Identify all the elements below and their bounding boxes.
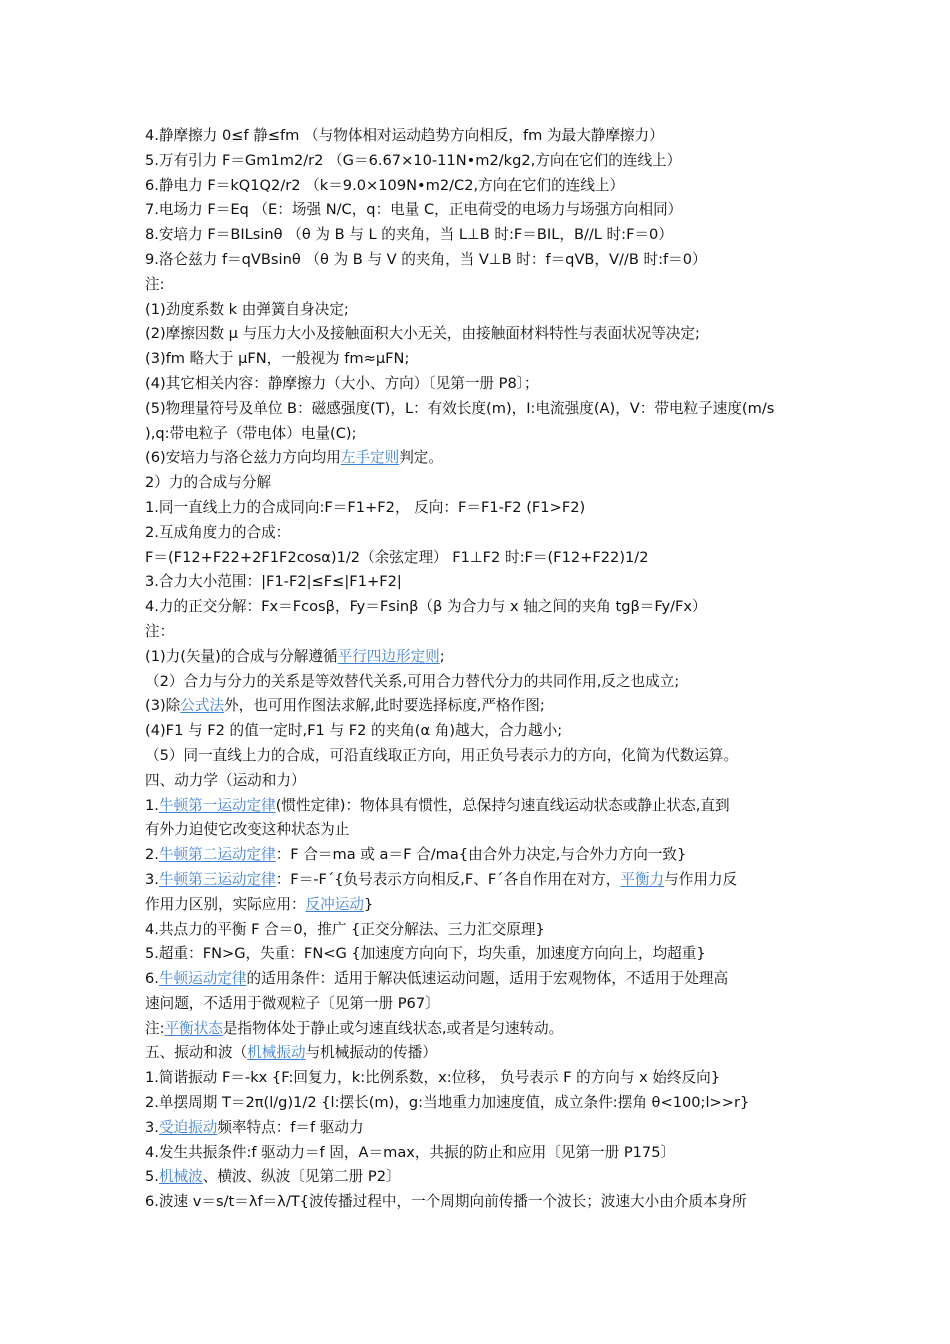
hyperlink[interactable]: 机械波	[158, 1168, 203, 1186]
text-line	[145, 719, 813, 744]
text-segment: 五、振动和波（	[145, 1044, 248, 1062]
hyperlink[interactable]: 牛顿第一运动定律	[158, 796, 276, 814]
hyperlink[interactable]: 公式法	[180, 697, 225, 715]
text-segment: 的适用条件：适用于解决低速运动问题，适用于宏观物体，不适用于处理高	[246, 970, 729, 988]
text-line	[145, 570, 813, 595]
document-body	[145, 124, 813, 1215]
hyperlink[interactable]: 反冲运动	[305, 895, 364, 913]
text-segment: (4)F1 与 F2 的值一定时,F1 与 F2 的夹角(α 角)越大，合力越小;	[145, 722, 563, 740]
text-segment: 2.单摆周期 T＝2π(l/g)1/2 {l:摆长(m)，g:当地重力加速度值，成立条件:摆角 θ<100;l>>r}	[145, 1094, 750, 1112]
text-line	[145, 471, 813, 496]
text-segment: 、横波、纵波〔见第二册 P2〕	[202, 1168, 401, 1186]
hyperlink[interactable]: 平衡力	[620, 870, 665, 888]
text-line	[145, 496, 813, 521]
text-line	[145, 397, 813, 422]
text-segment: 四、动力学（运动和力）	[145, 771, 306, 789]
text-segment: 2.互成角度力的合成：	[145, 523, 291, 541]
text-segment: 注：	[145, 622, 175, 640]
text-line	[145, 595, 813, 620]
text-segment: (5)物理量符号及单位 B：磁感强度(T)，L：有效长度(m)，I:电流强度(A)，V：带电粒子速度(m/s	[145, 399, 775, 417]
text-line	[145, 868, 813, 893]
text-segment: 1.	[145, 796, 159, 814]
text-line	[145, 694, 813, 719]
hyperlink[interactable]: 平行四边形定则	[337, 647, 440, 665]
text-segment: ：F＝-F´{负号表示方向相反,F、F´各自作用在对方，	[275, 870, 621, 888]
text-segment: 6.波速 v＝s/t＝λf＝λ/T{波传播过程中，一个周期向前传播一个波长；波速大小由介质本身所	[145, 1193, 747, 1211]
text-segment: (6)安培力与洛仑兹力方向均用	[145, 449, 341, 467]
text-segment: ),q:带电粒子（带电体）电量(C);	[145, 424, 357, 442]
text-line	[145, 521, 813, 546]
text-segment: 速问题，不适用于微观粒子〔见第一册 P67〕	[145, 994, 440, 1012]
text-segment: 判定。	[399, 449, 443, 467]
text-segment: 9.洛仑兹力 f＝qVBsinθ （θ 为 B 与 V 的夹角，当 V⊥B 时：f＝qVB，V//B 时:f＝0）	[145, 250, 707, 268]
hyperlink[interactable]: 牛顿第二运动定律	[158, 846, 276, 864]
text-line	[145, 893, 813, 918]
text-line	[145, 273, 813, 298]
text-segment: 8.安培力 F＝BILsinθ （θ 为 B 与 L 的夹角，当 L⊥B 时:F＝BIL，B//L 时:F＝0）	[145, 226, 673, 244]
text-segment: 4.发生共振条件:f 驱动力＝f 固，A＝max，共振的防止和应用〔见第一册 P175〕	[145, 1143, 676, 1161]
text-segment: 1.简谐振动 F＝-kx {F:回复力，k:比例系数，x:位移， 负号表示 F 的方向与 x 始终反向}	[145, 1069, 721, 1087]
text-segment: (惯性定律)：物体具有惯性，总保持匀速直线运动状态或静止状态,直到	[275, 796, 730, 814]
text-line	[145, 546, 813, 571]
text-segment: 注:	[145, 1019, 165, 1037]
text-segment: ;	[439, 647, 445, 665]
text-line	[145, 174, 813, 199]
text-line	[145, 1091, 813, 1116]
text-line	[145, 149, 813, 174]
text-line	[145, 248, 813, 273]
text-line	[145, 1017, 813, 1042]
text-line	[145, 992, 813, 1017]
text-segment: 3.合力大小范围：|F1-F2|≤F≤|F1+F2|	[145, 573, 402, 591]
text-segment: 4.力的正交分解：Fx＝Fcosβ，Fy＝Fsinβ（β 为合力与 x 轴之间的夹角 tgβ＝Fy/Fx）	[145, 598, 707, 616]
text-segment: 有外力迫使它改变这种状态为止	[145, 821, 350, 839]
text-segment: (3)除	[145, 697, 181, 715]
hyperlink[interactable]: 牛顿第三运动定律	[158, 870, 276, 888]
text-line	[145, 645, 813, 670]
text-line	[145, 372, 813, 397]
hyperlink[interactable]: 平衡状态	[164, 1019, 223, 1037]
text-segment: (1)力(矢量)的合成与分解遵循	[145, 647, 338, 665]
text-line	[145, 322, 813, 347]
text-line	[145, 1141, 813, 1166]
text-segment: 作用力区别，实际应用：	[145, 895, 306, 913]
text-segment: 5.超重：FN>G，失重：FN<G {加速度方向向下，均失重，加速度方向向上，均超重}	[145, 945, 706, 963]
text-segment: 7.电场力 F＝Eq （E：场强 N/C，q：电量 C，正电荷受的电场力与场强方向相同）	[145, 201, 683, 219]
text-line	[145, 1116, 813, 1141]
text-segment: }	[363, 895, 374, 913]
text-line	[145, 446, 813, 471]
text-line	[145, 620, 813, 645]
hyperlink[interactable]: 牛顿运动定律	[158, 970, 247, 988]
hyperlink[interactable]: 受迫振动	[158, 1118, 218, 1136]
text-segment: 与机械振动的传播）	[305, 1044, 437, 1062]
text-segment: 与作用力反	[664, 870, 738, 888]
text-line	[145, 942, 813, 967]
text-segment: 4.共点力的平衡 F 合＝0，推广 {正交分解法、三力汇交原理}	[145, 920, 545, 938]
text-segment: 是指物体处于静止或匀速直线状态,或者是匀速转动。	[222, 1019, 564, 1037]
text-line	[145, 670, 813, 695]
text-segment: (2)摩擦因数 μ 与压力大小及接触面积大小无关，由接触面材料特性与表面状况等决定;	[145, 325, 700, 343]
text-segment: 3.	[145, 1118, 159, 1136]
text-line	[145, 843, 813, 868]
text-line	[145, 1066, 813, 1091]
text-segment: （2）合力与分力的关系是等效替代关系,可用合力替代分力的共同作用,反之也成立;	[145, 672, 680, 690]
text-line	[145, 223, 813, 248]
text-line	[145, 769, 813, 794]
text-line	[145, 818, 813, 843]
text-segment: 4.静摩擦力 0≤f 静≤fm （与物体相对运动趋势方向相反，fm 为最大静摩擦力）	[145, 127, 664, 144]
text-segment: 注:	[145, 275, 165, 293]
hyperlink[interactable]: 左手定则	[340, 449, 400, 467]
text-segment: （5）同一直线上力的合成，可沿直线取正方向，用正负号表示力的方向，化简为代数运算。	[145, 746, 739, 764]
text-segment: 2.	[145, 846, 159, 864]
text-line	[145, 1041, 813, 1066]
text-line	[145, 918, 813, 943]
text-segment: (1)劲度系数 k 由弹簧自身决定;	[145, 300, 349, 318]
text-segment: F＝(F12+F22+2F1F2cosα)1/2（余弦定理） F1⊥F2 时:F＝(F12+F22)1/2	[145, 548, 649, 566]
text-line	[145, 967, 813, 992]
text-segment: 5.	[145, 1168, 159, 1186]
text-segment: 6.	[145, 970, 159, 988]
text-segment: 6.静电力 F＝kQ1Q2/r2 （k＝9.0×109N•m2/C2,方向在它们的连线上）	[145, 176, 625, 194]
text-line	[145, 1190, 813, 1215]
text-line	[145, 744, 813, 769]
text-segment: 5.万有引力 F＝Gm1m2/r2 （G＝6.67×10-11N•m2/kg2,方向在它们的连线上）	[145, 151, 682, 169]
text-line	[145, 347, 813, 372]
text-segment: (3)fm 略大于 μFN，一般视为 fm≈μFN;	[145, 350, 410, 368]
text-segment: 3.	[145, 870, 159, 888]
hyperlink[interactable]: 机械振动	[247, 1044, 306, 1062]
text-segment: 2）力的合成与分解	[145, 474, 272, 492]
text-line	[145, 1165, 813, 1190]
text-line	[145, 298, 813, 323]
text-segment: 外，也可用作图法求解,此时要选择标度,严格作图;	[224, 697, 545, 715]
text-line	[145, 422, 813, 447]
text-segment: 频率特点：f＝f 驱动力	[217, 1118, 364, 1136]
text-line	[145, 198, 813, 223]
text-line	[145, 124, 813, 149]
text-segment: (4)其它相关内容：静摩擦力（大小、方向）〔见第一册 P8〕；	[145, 374, 539, 392]
text-segment: 1.同一直线上力的合成同向:F＝F1+F2， 反向：F＝F1-F2 (F1>F2)	[145, 498, 586, 516]
text-segment: ：F 合＝ma 或 a＝F 合/ma{由合外力决定,与合外力方向一致}	[275, 846, 687, 864]
text-line	[145, 794, 813, 819]
